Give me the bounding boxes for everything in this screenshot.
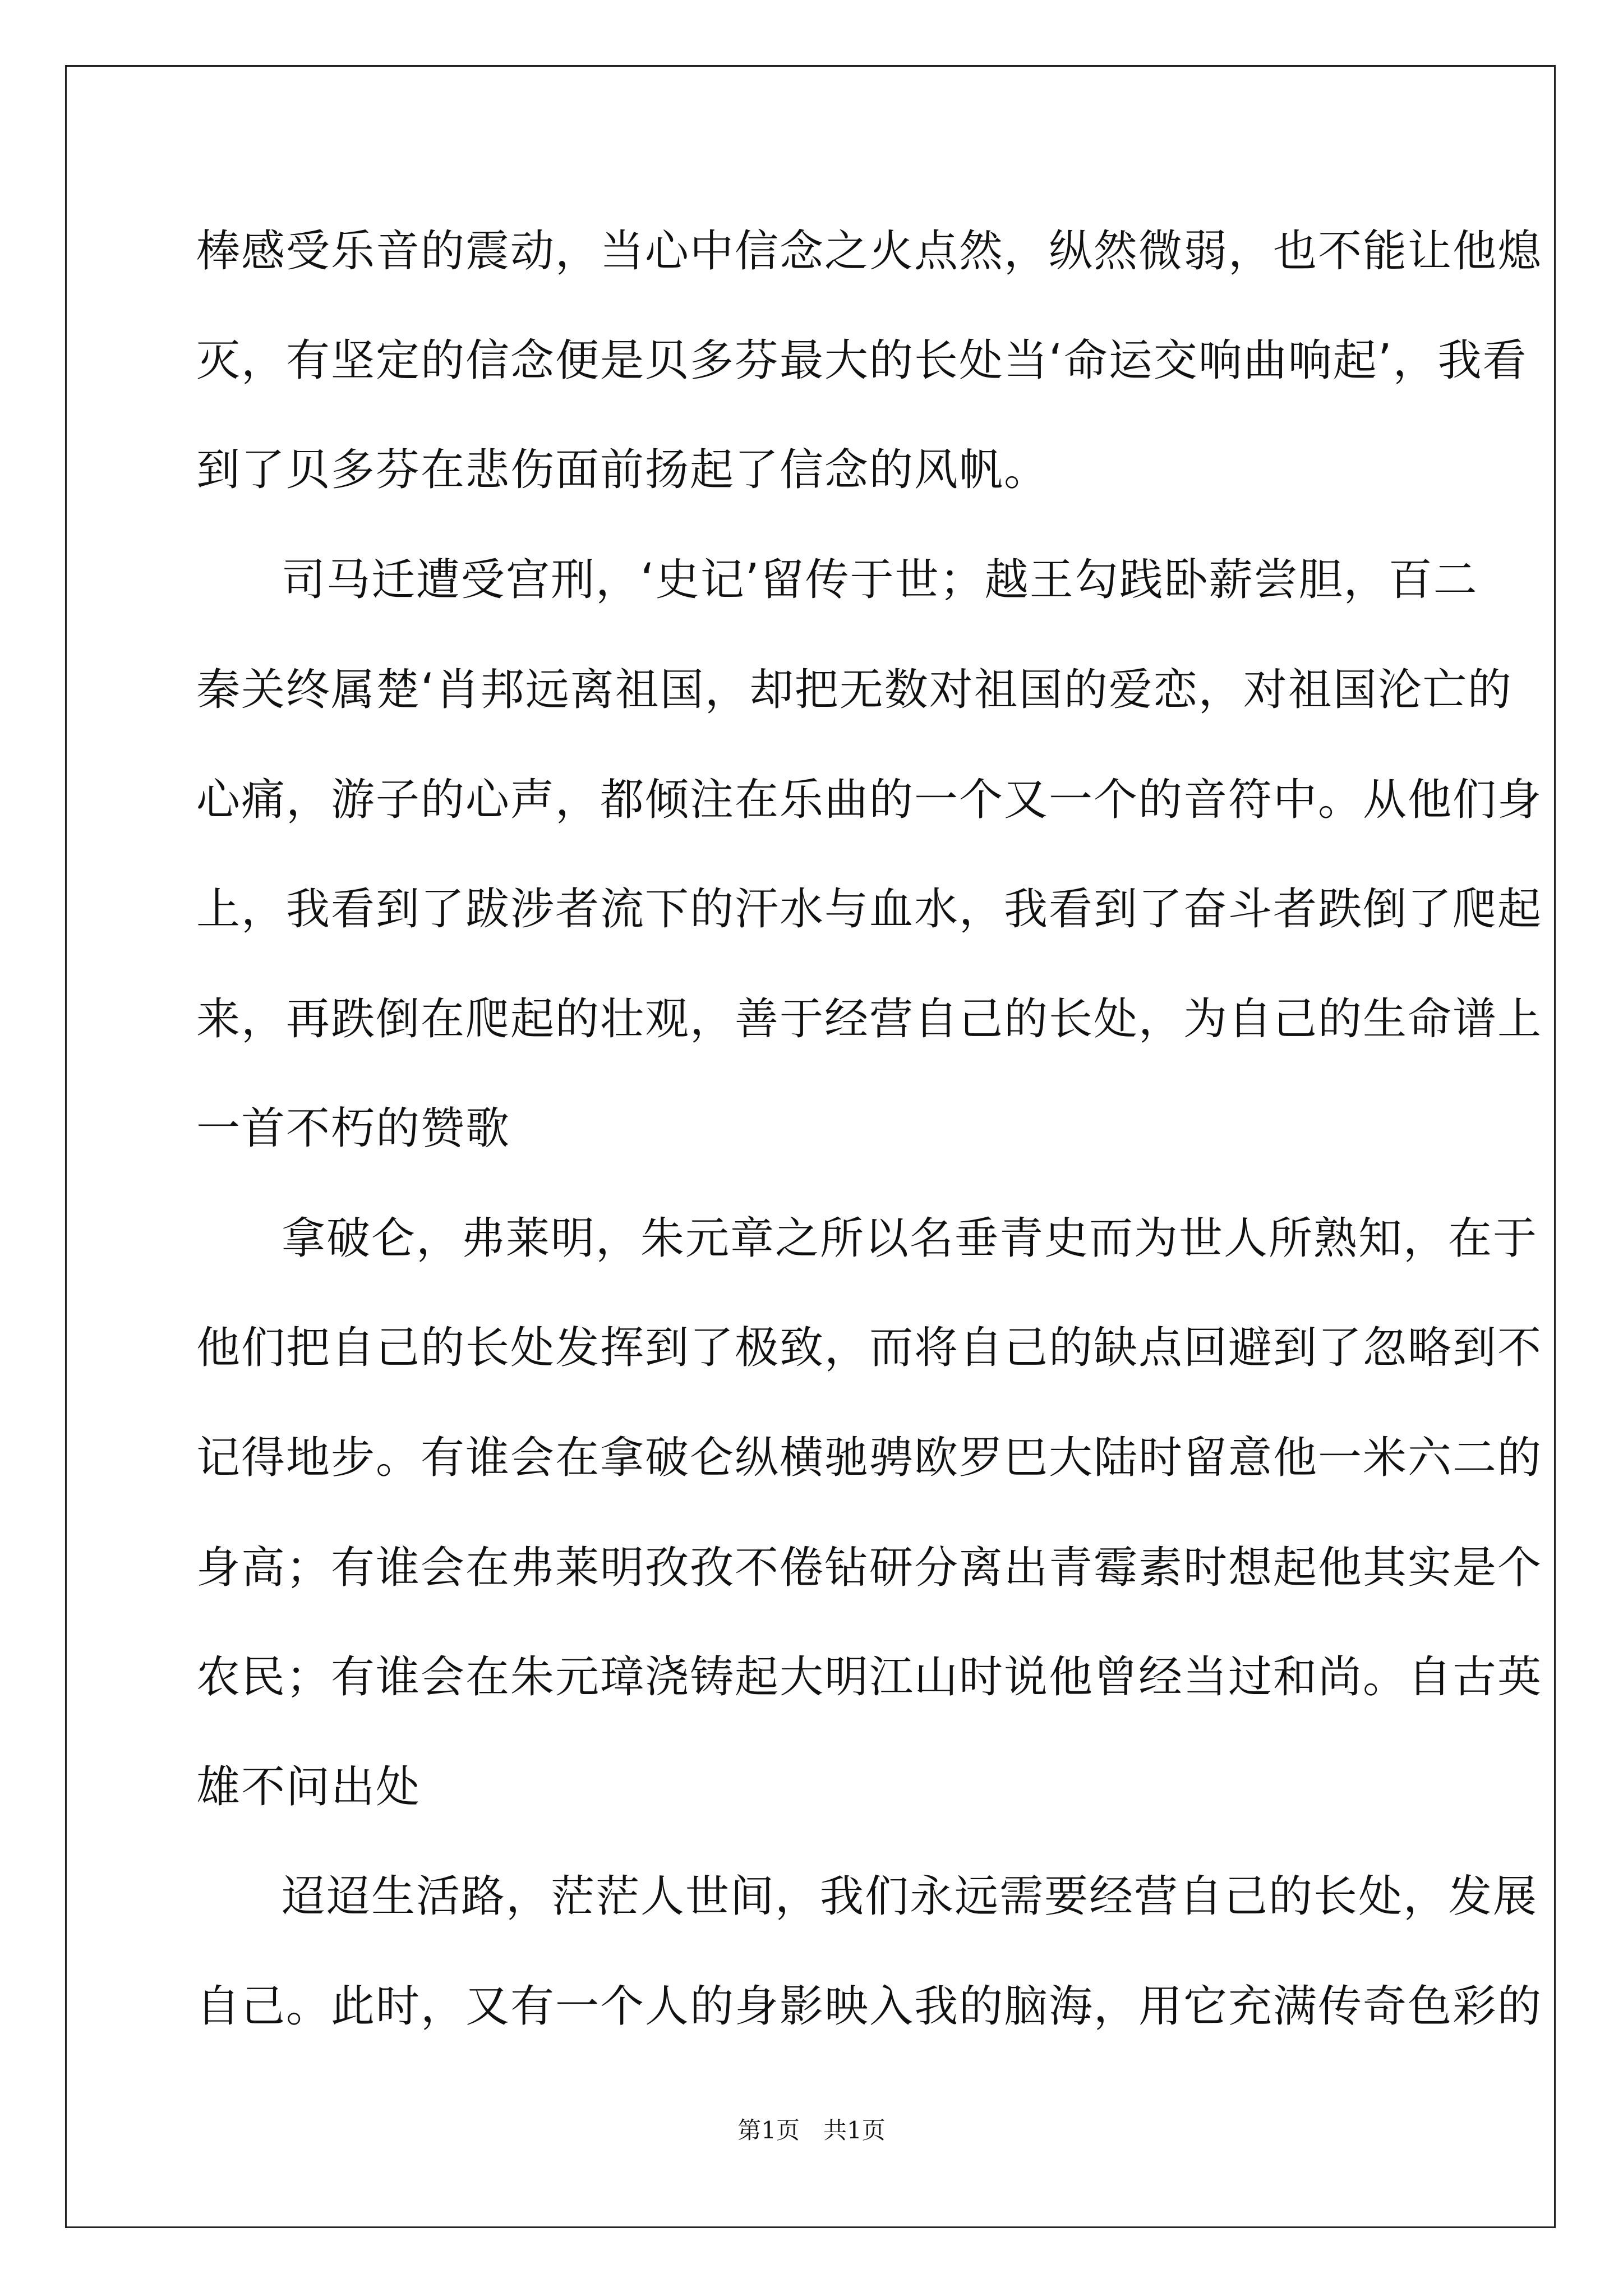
text-line-16: 迢迢生活路，茫茫人世间，我们永远需要经营自己的长处，发展 xyxy=(282,1871,1538,1922)
text-line-5: 秦关终属楚‘肖邦远离祖国，却把无数对祖国的爱恋，对祖国沦亡的 xyxy=(196,665,1513,715)
text-line-17: 自己。此时，又有一个人的身影映入我的脑海，用它充满传奇色彩的 xyxy=(196,1981,1543,2032)
text-line-2: 灭，有坚定的信念便是贝多芬最大的长处当‘命运交响曲响起’，我看 xyxy=(196,335,1528,386)
text-line-14: 农民；有谁会在朱元璋浇铸起大明江山时说他曾经当过和尚。自古英 xyxy=(196,1652,1543,1703)
text-line-15: 雄不问出处 xyxy=(196,1762,421,1812)
text-line-3: 到了贝多芬在悲伤面前扬起了信念的风帆。 xyxy=(196,445,1049,495)
text-line-10: 拿破仑，弗莱明，朱元章之所以名垂青史而为世人所熟知，在于 xyxy=(282,1213,1538,1264)
text-line-7: 上，我看到了跋涉者流下的汗水与血水，我看到了奋斗者跌倒了爬起 xyxy=(196,884,1543,935)
text-line-1: 棒感受乐音的震动，当心中信念之火点然，纵然微弱，也不能让他熄 xyxy=(196,226,1543,277)
text-line-13: 身高；有谁会在弗莱明孜孜不倦钻研分离出青霉素时想起他其实是个 xyxy=(196,1543,1543,1593)
text-line-12: 记得地步。有谁会在拿破仑纵横驰骋欧罗巴大陆时留意他一米六二的 xyxy=(196,1433,1543,1483)
text-line-8: 来，再跌倒在爬起的壮观，善于经营自己的长处，为自己的生命谱上 xyxy=(196,994,1543,1045)
text-line-11: 他们把自己的长处发挥到了极致，而将自己的缺点回避到了忽略到不 xyxy=(196,1323,1543,1373)
text-line-4: 司马迁遭受宫刑，‘史记’留传于世；越王勾践卧薪尝胆，百二 xyxy=(282,555,1478,605)
text-line-6: 心痛，游子的心声，都倾注在乐曲的一个又一个的音符中。从他们身 xyxy=(196,775,1543,825)
page-footer: 第1页 共1页 xyxy=(737,2116,886,2144)
text-line-9: 一首不朽的赞歌 xyxy=(196,1103,511,1154)
